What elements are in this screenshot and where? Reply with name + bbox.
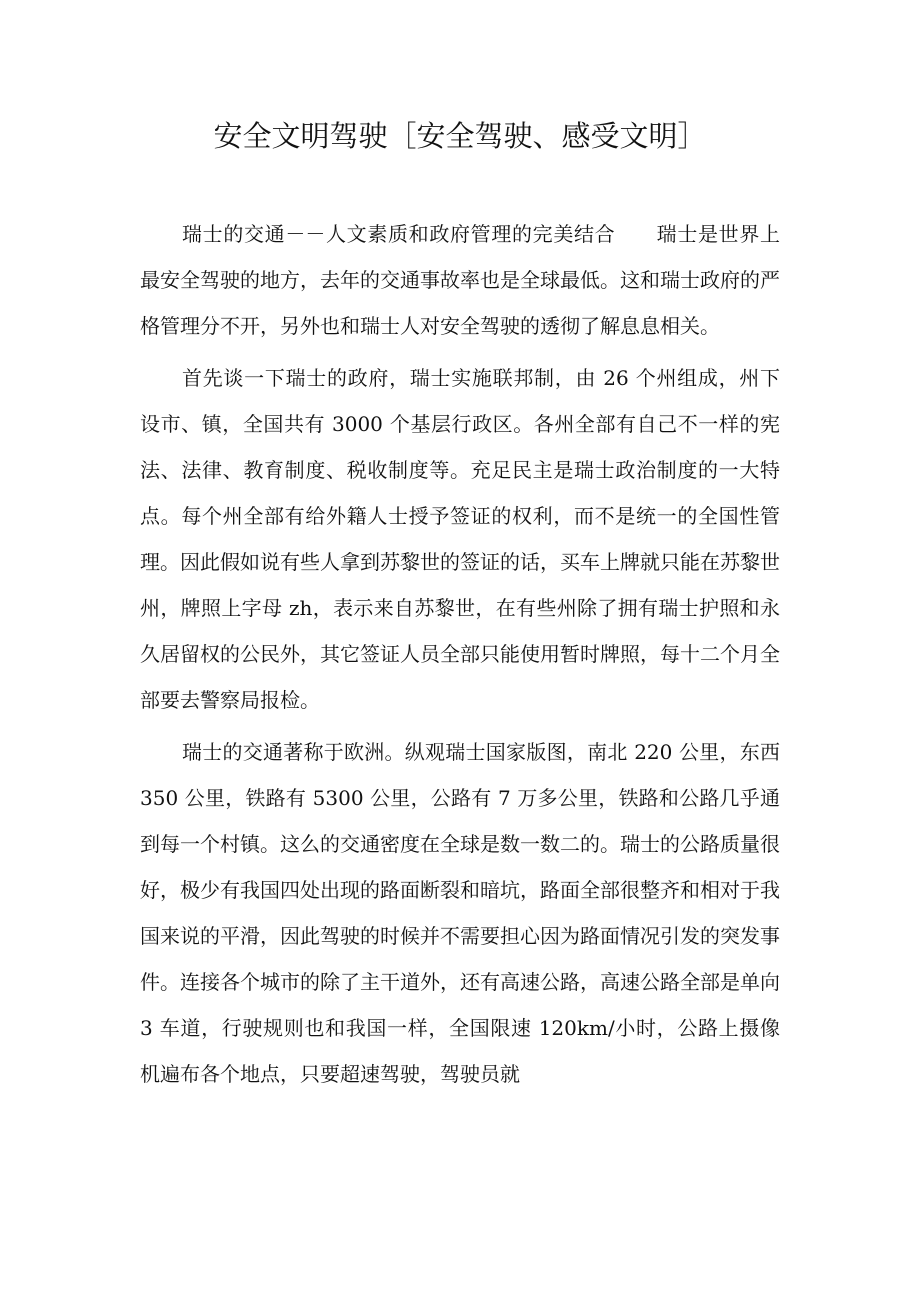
paragraph-2: 首先谈一下瑞士的政府，瑞士实施联邦制，由 26 个州组成，州下设市、镇，全国共有 3000 个基层行政区。各州全部有自己不一样的宪法、法律、教育制度、税收制度等。充足民主是瑞士政治制度的一大特点。每个州全部有给外籍人士授予签证的权利，而不是统一的全国性管理。因此假如说有些人拿到苏黎世的签证的话，买车上牌就只能在苏黎世州，牌照上字母 zh，表示来自苏黎世，在有些州除了拥有瑞士护照和永久居留权的公民外，其它签证人员全部只能使用暂时牌照，每十二个月全部要去警察局报检。 (140, 366, 780, 712)
document-title: 安全文明驾驶［安全驾驶、感受文明］ (213, 119, 707, 153)
paragraph-3: 瑞士的交通著称于欧洲。纵观瑞士国家版图，南北 220 公里，东西 350 公里，铁路有 5300 公里，公路有 7 万多公里，铁路和公路几乎通到每一个村镇。这么的交通密度在全球是数一数二的。瑞士的公路质量很好，极少有我国四处出现的路面断裂和暗坑，路面全部很整齐和相对于我国来说的平滑，因此驾驶的时候并不需要担心因为路面情况引发的突发事件。连接各个城市的除了主干道外，还有高速公路，高速公路全部是单向 3 车道，行驶规则也和我国一样，全国限速 120km/小时，公路上摄像机遍布各个地点，只要超速驾驶，驾驶员就 (140, 740, 780, 1086)
document-body (140, 211, 780, 1103)
paragraph-1: 瑞士的交通－－人文素质和政府管理的完美结合 瑞士是世界上最安全驾驶的地方，去年的交通事故率也是全球最低。这和瑞士政府的严格管理分不开，另外也和瑞士人对安全驾驶的透彻了解息息相关。 (140, 222, 780, 338)
